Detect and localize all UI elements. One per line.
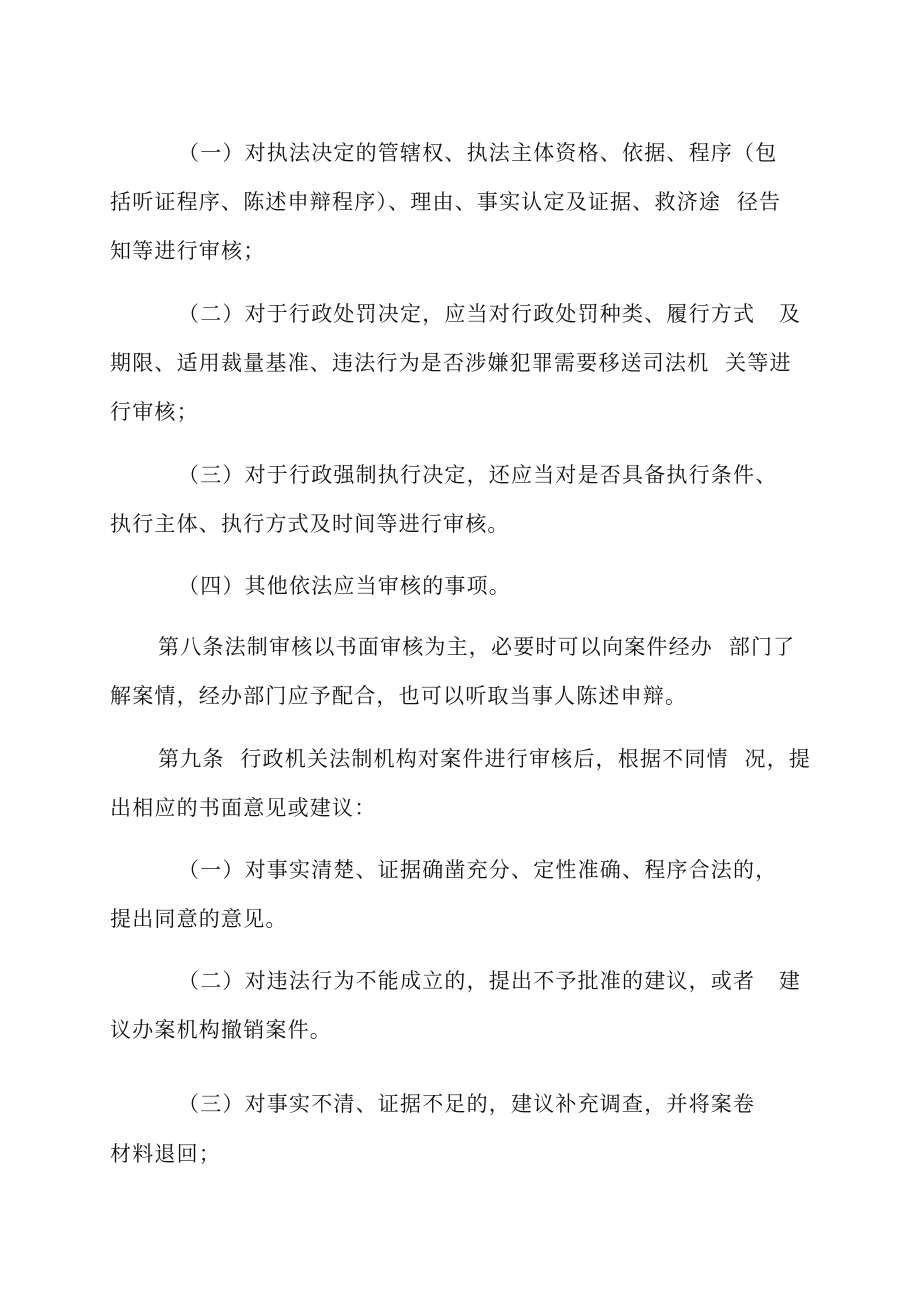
text-line: 执行主体、执行方式及时间等进行审核。 [110, 512, 510, 536]
text-line: 提出同意的意见。 [110, 907, 288, 931]
text-line: 出相应的书面意见或建议： [110, 796, 377, 820]
text-line: （一）对事实清楚、证据确凿充分、定性准确、程序合法的， [178, 858, 778, 882]
text-line: 第九条 行政机关法制机构对案件进行审核后，根据不同情 况，提 [158, 747, 812, 771]
text-line: （三）对事实不清、证据不足的，建议补充调查，并将案卷 [178, 1092, 756, 1116]
text-line: （一）对执法决定的管辖权、执法主体资格、依据、程序（包 [178, 141, 778, 165]
text-line: 材料退回； [110, 1142, 221, 1166]
text-line: （二）对违法行为不能成立的，提出不予批准的建议，或者 建 [178, 969, 802, 993]
text-line: 知等进行审核； [110, 239, 266, 263]
text-line: 第八条法制审核以书面审核为主，必要时可以向案件经办 部门了 [158, 635, 796, 659]
text-line: （四）其他依法应当审核的事项。 [178, 574, 511, 598]
text-line: 期限、适用裁量基准、违法行为是否涉嫌犯罪需要移送司法机 关等进 [110, 351, 792, 375]
text-line: 议办案机构撤销案件。 [110, 1018, 332, 1042]
text-line: （二）对于行政处罚决定，应当对行政处罚种类、履行方式 及 [178, 302, 802, 326]
text-line: 括听证程序、陈述申辩程序）、理由、事实认定及证据、救济途 径告 [110, 190, 782, 214]
text-line: 解案情，经办部门应予配合，也可以听取当事人陈述申辩。 [110, 684, 688, 708]
text-line: （三）对于行政强制执行决定，还应当对是否具备执行条件、 [178, 463, 778, 487]
text-line: 行审核； [110, 400, 199, 424]
